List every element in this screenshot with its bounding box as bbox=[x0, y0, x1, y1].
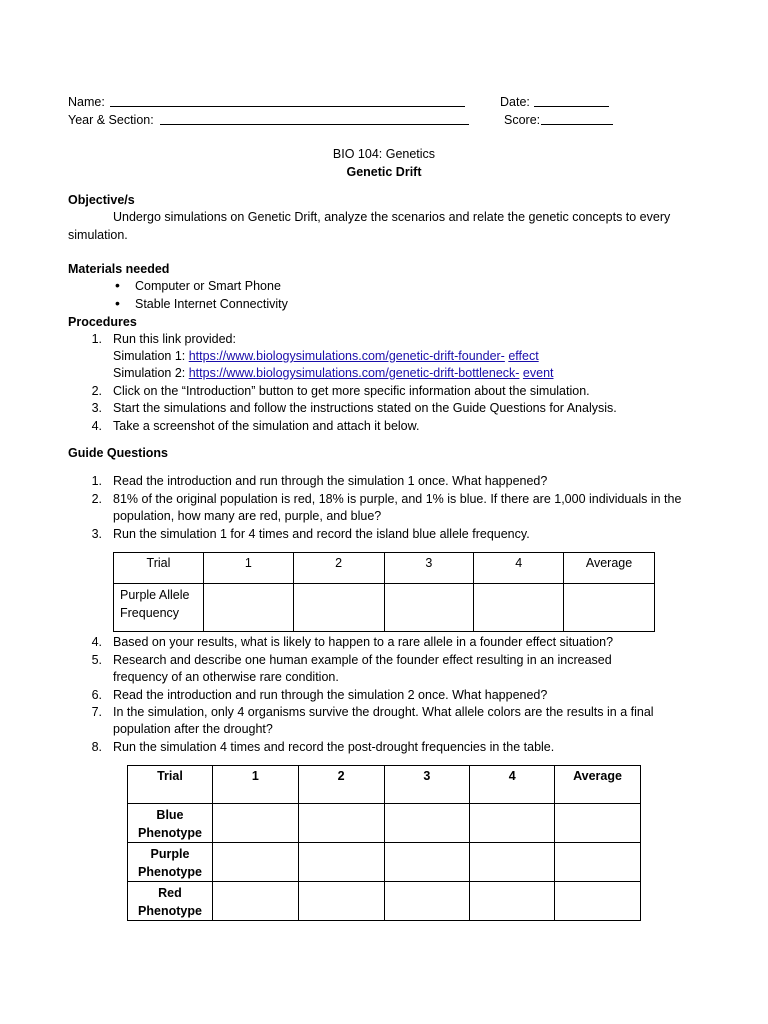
row-label-red: Red Phenotype bbox=[128, 882, 213, 921]
score-label: Score: bbox=[504, 113, 541, 127]
row-label-blue: Blue Phenotype bbox=[128, 804, 213, 843]
course-title: BIO 104: Genetics bbox=[332, 147, 436, 161]
table-row bbox=[128, 843, 641, 882]
table-header: Trial bbox=[114, 553, 204, 584]
sim2-link-cont[interactable]: event bbox=[522, 366, 554, 380]
procedure-item-4: Take a screenshot of the simulation and attach it below. bbox=[113, 419, 420, 433]
table-cell-input[interactable] bbox=[293, 584, 384, 632]
table-header: 3 bbox=[384, 766, 470, 804]
question-4: Based on your results, what is likely to happen to a rare allele in a founder effect situation? bbox=[113, 635, 614, 649]
date-label: Date: bbox=[500, 95, 530, 109]
question-3: Run the simulation 1 for 4 times and record the island blue allele frequency. bbox=[113, 527, 530, 541]
question-6: Read the introduction and run through the simulation 2 once. What happened? bbox=[113, 688, 548, 702]
section-label: Year & Section: bbox=[68, 113, 154, 127]
simulation-1-line bbox=[113, 348, 539, 364]
table-cell-input[interactable] bbox=[298, 882, 384, 921]
table-header: 3 bbox=[384, 553, 474, 584]
table-cell-input[interactable] bbox=[212, 882, 298, 921]
objective-line-2: simulation. bbox=[68, 228, 128, 242]
list-number: 3. bbox=[91, 401, 102, 415]
table-cell-input[interactable] bbox=[474, 584, 564, 632]
sim2-label: Simulation 2: bbox=[113, 366, 189, 380]
objective-heading: Objective/s bbox=[68, 193, 135, 207]
question-5-line-2: frequency of an otherwise rare condition. bbox=[113, 670, 339, 684]
table-cell-input[interactable] bbox=[298, 843, 384, 882]
list-number: 3. bbox=[91, 527, 102, 541]
table-cell-input[interactable] bbox=[470, 882, 555, 921]
table-header: Average bbox=[564, 553, 655, 584]
question-2-line-1: 81% of the original population is red, 18% is purple, and 1% is blue. If there are 1,000 individuals in the bbox=[113, 492, 682, 506]
material-item-computer: Computer or Smart Phone bbox=[135, 279, 281, 293]
list-number: 8. bbox=[91, 740, 102, 754]
materials-heading: Materials needed bbox=[68, 262, 170, 276]
list-number: 7. bbox=[91, 705, 102, 719]
table-cell-input[interactable] bbox=[564, 584, 655, 632]
bullet-icon: • bbox=[115, 295, 120, 311]
row-label-purple-allele: Purple Allele Frequency bbox=[114, 584, 204, 632]
list-number: 4. bbox=[91, 635, 102, 649]
table-cell-input[interactable] bbox=[555, 843, 641, 882]
question-7-line-2: population after the drought? bbox=[113, 722, 273, 736]
table-header: 1 bbox=[212, 766, 298, 804]
table-header-row bbox=[128, 766, 641, 804]
score-field-line[interactable] bbox=[541, 124, 613, 125]
table-cell-input[interactable] bbox=[470, 804, 555, 843]
objective-line-1: Undergo simulations on Genetic Drift, analyze the scenarios and relate the genetic concepts to every bbox=[113, 210, 671, 224]
question-1: Read the introduction and run through the simulation 1 once. What happened? bbox=[113, 474, 548, 488]
table-cell-input[interactable] bbox=[555, 804, 641, 843]
table-cell-input[interactable] bbox=[384, 882, 470, 921]
table-cell-input[interactable] bbox=[555, 882, 641, 921]
sim1-link-cont[interactable]: effect bbox=[508, 349, 539, 363]
question-2-line-2: population, how many are red, purple, and blue? bbox=[113, 509, 382, 523]
name-field-line[interactable] bbox=[110, 106, 465, 107]
table-cell-input[interactable] bbox=[203, 584, 293, 632]
table-row bbox=[114, 584, 655, 632]
table-header: 4 bbox=[474, 553, 564, 584]
table-row bbox=[128, 804, 641, 843]
list-number: 1. bbox=[91, 332, 102, 346]
procedure-item-1: Run this link provided: bbox=[113, 332, 236, 346]
list-number: 1. bbox=[91, 474, 102, 488]
bullet-icon: • bbox=[115, 277, 120, 293]
list-number: 6. bbox=[91, 688, 102, 702]
question-5-line-1: Research and describe one human example of the founder effect resulting in an increased bbox=[113, 653, 612, 667]
list-number: 5. bbox=[91, 653, 102, 667]
table-cell-input[interactable] bbox=[298, 804, 384, 843]
table-header: 1 bbox=[203, 553, 293, 584]
list-number: 2. bbox=[91, 492, 102, 506]
material-item-internet: Stable Internet Connectivity bbox=[135, 297, 288, 311]
question-8: Run the simulation 4 times and record the post-drought frequencies in the table. bbox=[113, 740, 555, 754]
list-number: 2. bbox=[91, 384, 102, 398]
procedure-item-2: Click on the “Introduction” button to get more specific information about the simulation. bbox=[113, 384, 590, 398]
table-cell-input[interactable] bbox=[212, 804, 298, 843]
bottleneck-table bbox=[127, 765, 641, 921]
section-field-line[interactable] bbox=[160, 124, 469, 125]
row-label-purple: Purple Phenotype bbox=[128, 843, 213, 882]
table-header: Trial bbox=[128, 766, 213, 804]
question-7-line-1: In the simulation, only 4 organisms survive the drought. What allele colors are the results in a final bbox=[113, 705, 654, 719]
table-header: 2 bbox=[298, 766, 384, 804]
name-label: Name: bbox=[68, 95, 105, 109]
table-header: 2 bbox=[293, 553, 384, 584]
table-cell-input[interactable] bbox=[384, 804, 470, 843]
table-header-row bbox=[114, 553, 655, 584]
procedure-item-3: Start the simulations and follow the instructions stated on the Guide Questions for Analysis. bbox=[113, 401, 617, 415]
date-field-line[interactable] bbox=[534, 106, 609, 107]
table-row bbox=[128, 882, 641, 921]
table-cell-input[interactable] bbox=[384, 843, 470, 882]
sim1-link[interactable]: https://www.biologysimulations.com/genetic-drift-founder- bbox=[188, 349, 505, 363]
table-cell-input[interactable] bbox=[384, 584, 474, 632]
founder-effect-table bbox=[113, 552, 655, 632]
table-cell-input[interactable] bbox=[470, 843, 555, 882]
simulation-2-line bbox=[113, 365, 554, 381]
topic-title: Genetic Drift bbox=[346, 165, 422, 179]
table-header: 4 bbox=[470, 766, 555, 804]
table-header: Average bbox=[555, 766, 641, 804]
procedures-heading: Procedures bbox=[68, 315, 137, 329]
table-cell-input[interactable] bbox=[212, 843, 298, 882]
guide-heading: Guide Questions bbox=[68, 446, 169, 460]
list-number: 4. bbox=[91, 419, 102, 433]
sim2-link[interactable]: https://www.biologysimulations.com/genetic-drift-bottleneck- bbox=[188, 366, 520, 380]
sim1-label: Simulation 1: bbox=[113, 349, 189, 363]
